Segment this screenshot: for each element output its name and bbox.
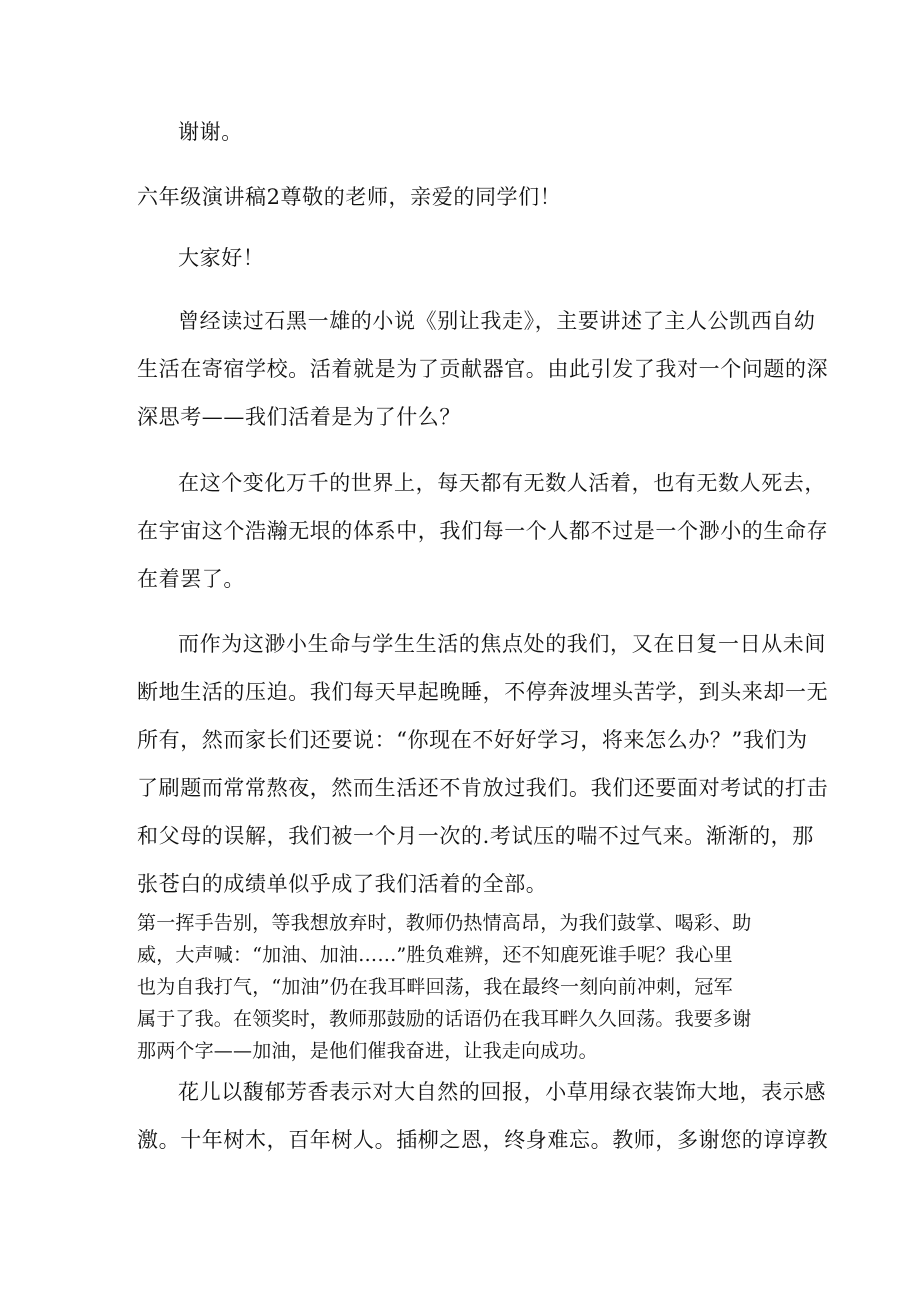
- heading-line: 六年级演讲稿2尊敬的老师，亲爱的同学们！: [137, 185, 562, 209]
- paragraph-line: 在这个变化万千的世界上，每天都有无数人活着，也有无数人死去，: [178, 471, 826, 495]
- paragraph-line: 深思考——我们活着是为了什么？: [137, 405, 461, 429]
- paragraph-line: 而作为这渺小生命与学生生活的焦点处的我们，又在日复一日从未间: [178, 632, 826, 656]
- paragraph-line: 在着罢了。: [137, 567, 245, 591]
- paragraph-line: 威，大声喊：“加油、加油……”胜负难辨，还不知鹿死谁手呢？我心里: [137, 944, 733, 966]
- paragraph-line: 也为自我打气，“加油”仍在我耳畔回荡，我在最终一刻向前冲刺，冠军: [137, 976, 733, 998]
- paragraph-line: 在宇宙这个浩瀚无垠的体系中，我们每一个人都不过是一个渺小的生命存: [137, 519, 829, 543]
- paragraph-line: 所有，然而家长们还要说：“你现在不好好学习，将来怎么办？”我们为: [137, 728, 808, 752]
- paragraph-line: 属于了我。在领奖时，教师那鼓励的话语仍在我耳畔久久回荡。我要多谢: [137, 1008, 752, 1030]
- paragraph-line: 断地生活的压迫。我们每天早起晚睡，不停奔波埋头苦学，到头来却一无: [137, 680, 829, 704]
- paragraph-line: 曾经读过石黑一雄的小说《别让我走》，主要讲述了主人公凯西自幼: [178, 309, 816, 333]
- paragraph-line: 谢谢。: [178, 120, 243, 144]
- paragraph-line: 花儿以馥郁芳香表示对大自然的回报，小草用绿衣装饰大地，表示感: [178, 1080, 826, 1104]
- paragraph-line: 生活在寄宿学校。活着就是为了贡献器官。由此引发了我对一个问题的深: [137, 357, 829, 381]
- paragraph-line: 大家好！: [178, 246, 265, 270]
- paragraph-line: 第一挥手告别，等我想放弃时，教师仍热情高昂，为我们鼓掌、喝彩、助: [137, 912, 752, 934]
- paragraph-line: 了刷题而常常熬夜，然而生活还不肯放过我们。我们还要面对考试的打击: [137, 776, 829, 800]
- paragraph-line: 激。十年树木，百年树人。插柳之恩，终身难忘。教师，多谢您的谆谆教: [137, 1128, 829, 1152]
- paragraph-line: 和父母的误解，我们被一个月一次的.考试压的喘不过气来。渐渐的，那: [137, 824, 814, 848]
- paragraph-line: 那两个字——加油，是他们催我奋进，让我走向成功。: [137, 1040, 598, 1062]
- paragraph-line: 张苍白的成绩单似乎成了我们活着的全部。: [137, 872, 548, 896]
